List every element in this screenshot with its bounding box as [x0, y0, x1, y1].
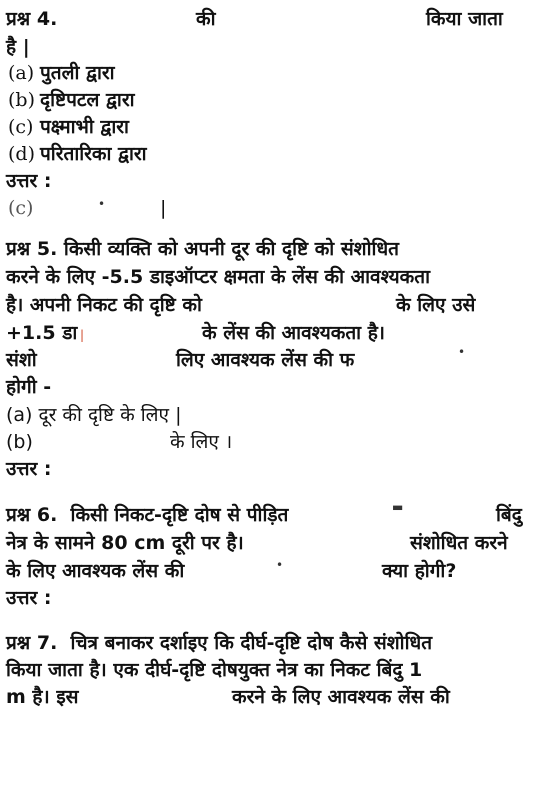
q6-line-1b: बिंदु: [496, 504, 522, 526]
scan-speck: •: [458, 345, 466, 359]
q5-line-5b: लिए आवश्यक लेंस की फ: [176, 349, 355, 371]
q5-option-b-text: के लिए ।: [170, 431, 233, 453]
q5-line-3: [6, 292, 536, 318]
q4-option-d-text: परितारिका द्वारा: [40, 143, 147, 165]
q4-option-b-text: दृष्टिपटल द्वारा: [40, 89, 135, 111]
q6-line-3a: के लिए आवश्यक लेंस की: [6, 560, 185, 582]
q4-answer-end: |: [160, 197, 167, 219]
q4-option-a-text: पुतली द्वारा: [40, 62, 115, 84]
q6-line-2b: संशोधित करने: [410, 532, 508, 554]
scan-speck: |: [80, 328, 85, 342]
q4-option-c: [6, 114, 129, 140]
q7-line-3: [6, 684, 536, 710]
q4-option-a: [6, 60, 115, 86]
q5-line-5a: संशो: [6, 349, 37, 371]
q4-line-1: [6, 6, 536, 32]
q6-line-3: [6, 558, 536, 584]
q5-line-4: [6, 320, 536, 346]
q5-answer-label: उत्तर :: [6, 458, 52, 480]
q4-answer: [6, 195, 306, 221]
q5-line-6: होगी -: [6, 376, 52, 398]
q4-option-b: [6, 87, 135, 113]
q6-line-1: [6, 502, 536, 528]
q4-option-d: [6, 141, 147, 167]
q6-line-3b: क्या होगी?: [382, 560, 457, 582]
q7-line-3a: m है। इस: [6, 686, 79, 708]
q5-option-a: (a) दूर की दृष्टि के लिए |: [6, 404, 182, 426]
q5-option-b: [6, 429, 306, 455]
q6-answer-label: उत्तर :: [6, 587, 52, 609]
q4-option-d-label: (d): [8, 143, 35, 165]
scan-speck: ▬: [392, 500, 404, 514]
q5-line-3a: है। अपनी निकट की दृष्टि को: [6, 294, 202, 316]
q5-line-4a: +1.5 डा: [6, 322, 78, 344]
q6-line-2: [6, 530, 536, 556]
q5-line-3b: के लिए उसे: [396, 294, 476, 316]
q4-text-part2: किया जाता: [426, 8, 503, 30]
q5-line-1: प्रश्न 5. किसी व्यक्ति को अपनी दूर की दृष्टि को संशोधित: [6, 238, 399, 260]
q4-line-2: है |: [6, 36, 30, 58]
scan-speck: •: [276, 558, 284, 572]
q4-option-c-text: पक्ष्माभी द्वारा: [40, 116, 129, 138]
q4-option-c-label: (c): [8, 116, 34, 138]
q4-option-a-label: (a): [8, 62, 35, 84]
q6-line-2a: नेत्र के सामने 80 cm दूरी पर है।: [6, 532, 244, 554]
q7-line-1: प्रश्न 7. चित्र बनाकर दर्शाइए कि दीर्घ-दृष्टि दोष कैसे संशोधित: [6, 632, 433, 654]
q7-line-3b: करने के लिए आवश्यक लेंस की: [232, 686, 450, 708]
q5-line-5: [6, 347, 536, 373]
q7-line-2: किया जाता है। एक दीर्घ-दृष्टि दोषयुक्त नेत्र का निकट बिंदु 1: [6, 659, 423, 681]
q4-answer-label: उत्तर :: [6, 170, 52, 192]
q4-answer-option: (c): [8, 197, 34, 219]
q5-line-4b: के लेंस की आवश्यकता है।: [202, 322, 386, 344]
q4-title: प्रश्न 4.: [6, 8, 58, 30]
q5-line-2: करने के लिए -5.5 डाइऑप्टर क्षमता के लेंस की आवश्यकता: [6, 266, 431, 288]
q4-option-b-label: (b): [8, 89, 35, 111]
scan-speck: •: [98, 197, 106, 211]
q6-line-1a: प्रश्न 6. किसी निकट-दृष्टि दोष से पीड़ित: [6, 504, 289, 526]
q5-option-b-label: (b): [6, 431, 33, 453]
q4-text-part1: की: [196, 8, 216, 30]
